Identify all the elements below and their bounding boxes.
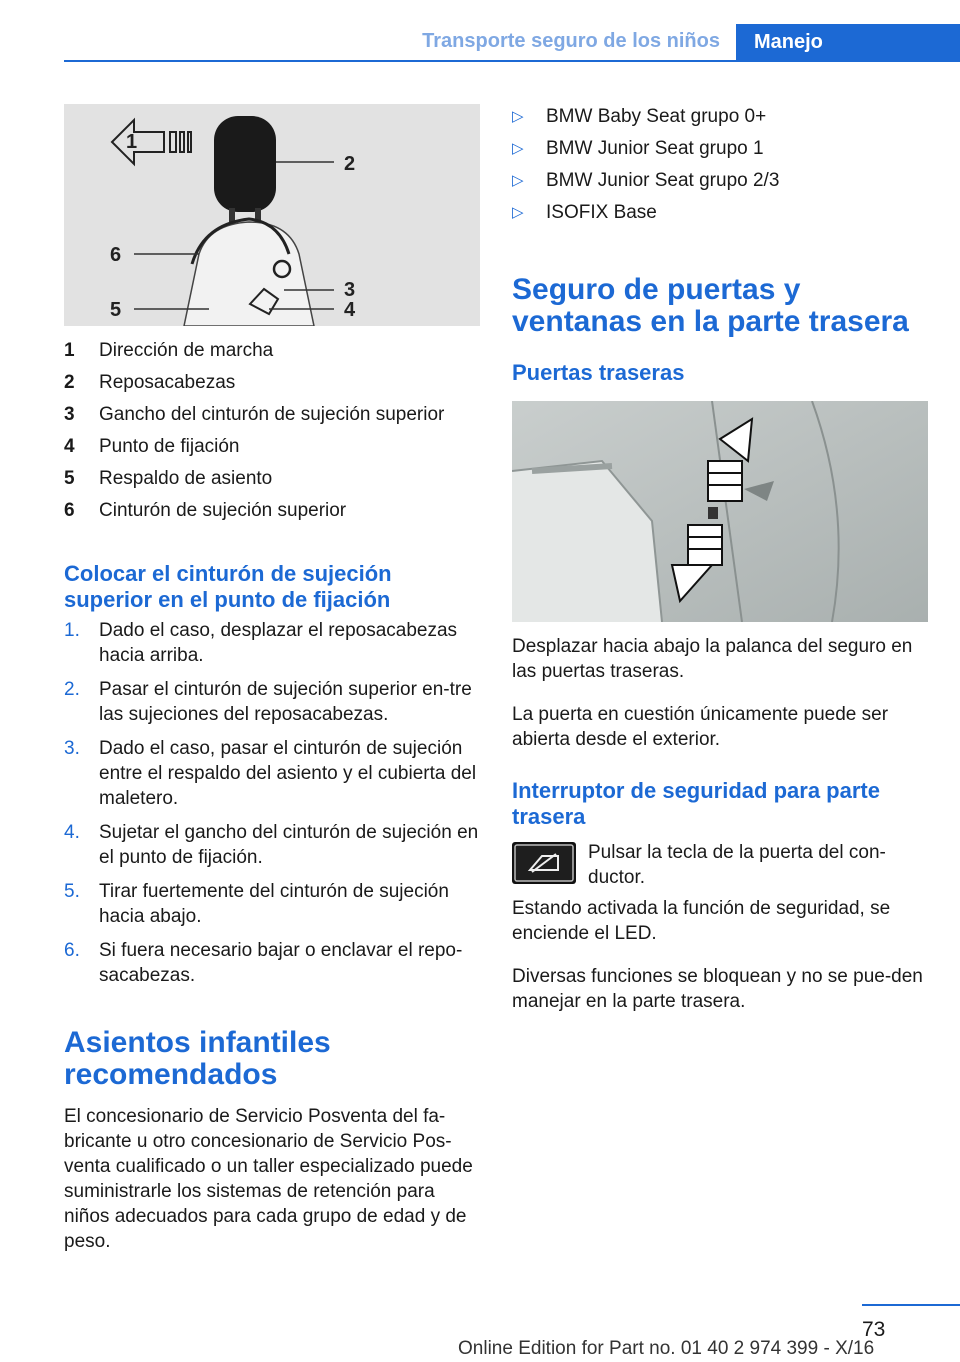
door-lock-illustration [512, 401, 928, 622]
callout-4: 4 [344, 299, 356, 321]
legend-item: 1 Dirección de marcha [64, 340, 274, 361]
list-item: ▷ BMW Baby Seat grupo 0+ [512, 101, 928, 133]
attach-heading: Colocar el cinturón de sujeción superior en el punto de fijación [64, 561, 392, 612]
rear-doors-paragraph-1: Desplazar hacia abajo la palanca del seguro en las puertas traseras. [512, 636, 913, 682]
running-header-section: Transporte seguro de los niños [422, 30, 720, 52]
bullet-triangle-icon: ▷ [512, 204, 524, 221]
bullet-triangle-icon: ▷ [512, 140, 524, 157]
header-rule [64, 60, 960, 62]
page-number: 73 [862, 1318, 886, 1341]
switch-paragraph-1: Pulsar la tecla de la puerta del con‐ductor. [588, 842, 886, 888]
seats-paragraph: El concesionario de Servicio Posventa del fa‐bricante u otro concesionario de Servicio Pos‐venta cualificado o un taller especializado puede suministrarle los sistemas de retención para niños adecuados para cada grupo de edad y de peso. [64, 1106, 473, 1252]
seats-heading: Asientos infantiles recomendados [64, 1026, 331, 1091]
rear-doors-heading: Puertas traseras [512, 360, 685, 385]
step-item: 5. Tirar fuertemente del cinturón de sujeción hacia abajo. [64, 881, 449, 927]
rear-doors-paragraph-2: La puerta en cuestión únicamente puede ser abierta desde el exterior. [512, 704, 889, 750]
callout-5: 5 [110, 299, 122, 321]
legend-item: 6 Cinturón de sujeción superior [64, 500, 347, 521]
attach-steps [64, 618, 480, 997]
legend-item: 4 Punto de fijación [64, 436, 240, 457]
step-item: 3. Dado el caso, pasar el cinturón de sujeción entre el respaldo del asiento y el cubierta del maletero. [64, 738, 477, 809]
callout-3: 3 [344, 279, 356, 301]
list-item: ▷ BMW Junior Seat grupo 1 [512, 133, 928, 165]
switch-paragraph-2: Estando activada la función de seguridad, se enciende el LED. [512, 898, 891, 944]
step-item: 4. Sujetar el gancho del cinturón de sujeción en el punto de fijación. [64, 822, 479, 868]
legend-item: 5 Respaldo de asiento [64, 468, 273, 489]
door-lock-figure [512, 401, 928, 622]
window-lock-switch-icon [512, 842, 576, 884]
bullet-triangle-icon: ▷ [512, 108, 524, 125]
switch-paragraph-3: Diversas funciones se bloquean y no se pue‐den manejar en la parte trasera. [512, 966, 923, 1012]
legend-item: 3 Gancho del cinturón de sujeción superior [64, 404, 445, 425]
chapter-tab: Manejo [736, 24, 960, 62]
headrest-figure [64, 104, 480, 326]
step-item: 6. Si fuera necesario bajar o enclavar el repo‐sacabezas. [64, 940, 463, 986]
switch-heading: Interruptor de seguridad para parte trasera [512, 778, 880, 829]
headrest-illustration [64, 104, 480, 326]
bullet-triangle-icon: ▷ [512, 172, 524, 189]
list-item: ▷ BMW Junior Seat grupo 2/3 [512, 165, 928, 197]
step-item: 1. Dado el caso, desplazar el reposacabezas hacia arriba. [64, 620, 458, 666]
seat-list [512, 101, 928, 229]
legend-item: 2 Reposacabezas [64, 372, 236, 393]
edition-note: Online Edition for Part no. 01 40 2 974 399 - X/16 [458, 1338, 875, 1359]
callout-6: 6 [110, 244, 122, 266]
locks-heading: Seguro de puertas y ventanas en la parte trasera [512, 273, 909, 338]
figure-legend [64, 335, 480, 527]
step-item: 2. Pasar el cinturón de sujeción superior en‐tre las sujeciones del reposacabezas. [64, 679, 472, 725]
callout-1: 1 [126, 131, 138, 153]
list-item: ▷ ISOFIX Base [512, 197, 928, 229]
callout-2: 2 [344, 153, 356, 175]
footer-rule [862, 1304, 960, 1306]
